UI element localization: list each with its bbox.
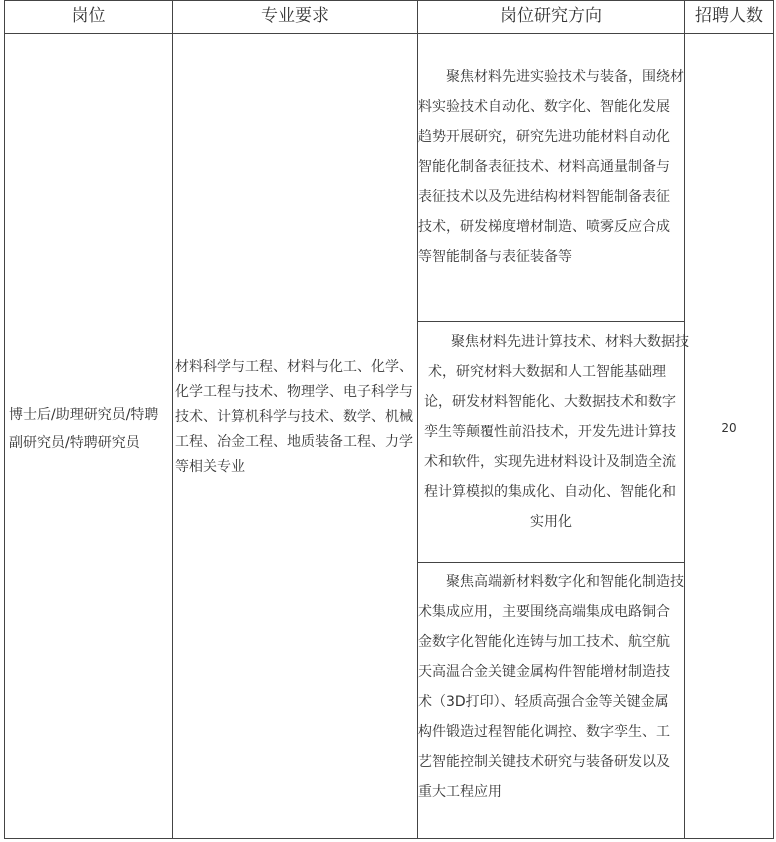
direction-line: 重大工程应用 <box>418 784 502 800</box>
header-position: 岗位 <box>71 6 106 26</box>
position-cell <box>9 401 158 457</box>
direction-line: 聚焦材料先进实验技术与装备，围绕材 <box>418 69 684 85</box>
count-cell: 20 <box>721 421 737 435</box>
direction-line: 孪生等颠覆性前沿技术，开发先进计算技 <box>424 424 676 440</box>
direction-line: 术和软件，实现先进材料设计及制造全流 <box>424 454 676 470</box>
header-count: 招聘人数 <box>695 6 763 26</box>
direction-divider-1 <box>418 321 684 322</box>
major-line: 等相关专业 <box>175 459 245 475</box>
major-line: 材料科学与工程、材料与化工、化学、 <box>175 359 413 375</box>
major-line: 化学工程与技术、物理学、电子科学与 <box>175 384 413 400</box>
direction-line: 艺智能控制关键技术研究与装备研发以及 <box>418 754 670 770</box>
direction-line: 趋势开展研究，研究先进功能材料自动化 <box>418 129 670 145</box>
direction-line: 智能化制备表征技术、材料高通量制备与 <box>418 159 670 175</box>
direction-line: 料实验技术自动化、数字化、智能化发展 <box>418 99 670 115</box>
direction-line: 天高温合金关键金属构件智能增材制造技 <box>418 664 670 680</box>
direction-block-2 <box>418 327 689 537</box>
position-line: 副研究员/特聘研究员 <box>9 435 140 451</box>
direction-line: 技术，研发梯度增材制造、喷雾反应合成 <box>418 219 670 235</box>
table-border-left <box>4 0 5 839</box>
direction-line: 聚焦高端新材料数字化和智能化制造技 <box>418 574 684 590</box>
column-divider-1 <box>172 0 173 839</box>
direction-line: 实用化 <box>530 514 572 530</box>
header-major: 专业要求 <box>261 6 329 26</box>
direction-divider-2 <box>418 562 684 563</box>
major-line: 技术、计算机科学与技术、数学、机械 <box>175 409 413 425</box>
major-line: 工程、冶金工程、地质装备工程、力学 <box>175 434 413 450</box>
direction-line: 程计算模拟的集成化、自动化、智能化和 <box>424 484 676 500</box>
direction-line: 术（3D打印）、轻质高强合金等关键金属 <box>418 694 669 710</box>
direction-line: 论，研发材料智能化、大数据技术和数字 <box>424 394 676 410</box>
table-border-right <box>773 0 774 839</box>
major-cell <box>175 355 413 480</box>
direction-block-1 <box>418 62 683 272</box>
direction-line: 聚焦材料先进计算技术、材料大数据技 <box>423 334 689 350</box>
header-divider <box>4 33 774 34</box>
direction-line: 术，研究材料大数据和人工智能基础理 <box>428 364 666 380</box>
direction-line: 表征技术以及先进结构材料智能制备表征 <box>418 189 670 205</box>
direction-block-3 <box>418 567 683 807</box>
direction-line: 术集成应用，主要围绕高端集成电路铜合 <box>418 604 670 620</box>
direction-line: 等智能制备与表征装备等 <box>418 249 572 265</box>
direction-line: 金数字化智能化连铸与加工技术、航空航 <box>418 634 670 650</box>
direction-line: 构件锻造过程智能化调控、数字孪生、工 <box>418 724 670 740</box>
position-line: 博士后/助理研究员/特聘 <box>9 407 159 423</box>
table-border-bottom <box>4 838 774 839</box>
header-research-direction: 岗位研究方向 <box>500 6 602 26</box>
